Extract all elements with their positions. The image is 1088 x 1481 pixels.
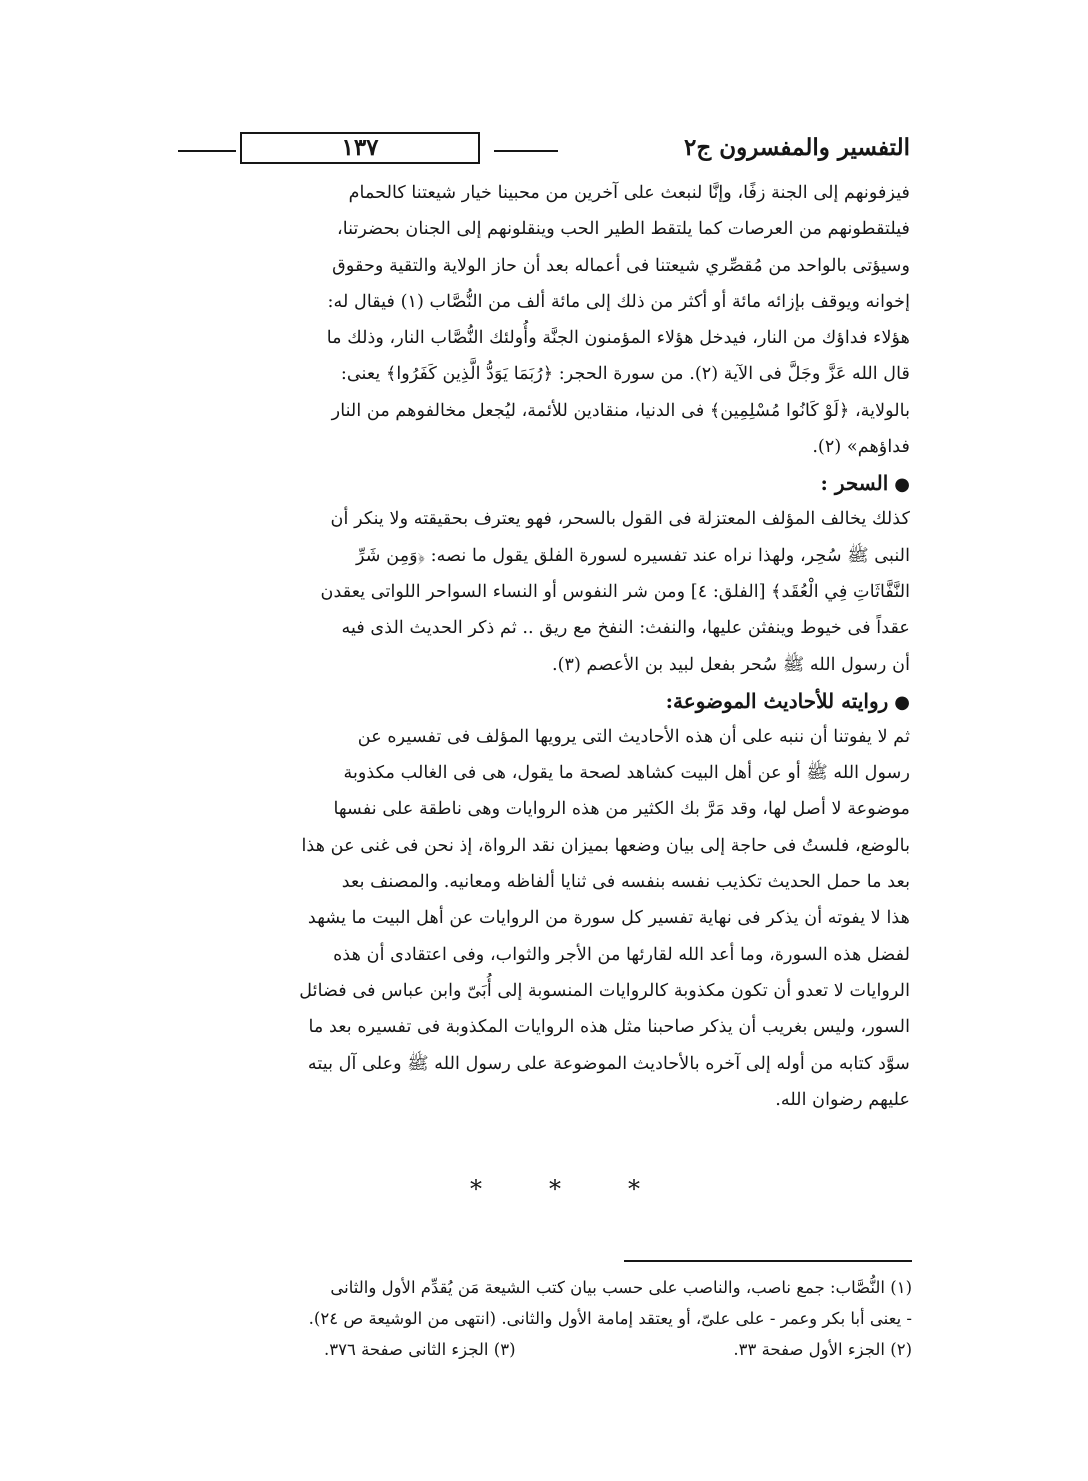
footnotes (176, 1272, 912, 1365)
main-text (178, 175, 910, 1118)
text-line: ثم لا يفوتنا أن ننبه على أن هذه الأحاديث التى يرويها المؤلف فى تفسيره عن (357, 726, 910, 747)
footnote-1-line-1: (١) النُّصَّاب: جمع ناصب، والناصب على حسب بيان كتب الشيعة مَن يُقدِّم الأول والثانى (330, 1278, 912, 1297)
section-heading-riwayah (178, 683, 910, 719)
text-line: النَّفَّاثَاتِ فِي الْعُقَد﴾ [الفلق: ٤] ومن شر النفوس أو النساء السواحر اللواتى يعقدن (320, 581, 910, 602)
page-header (178, 130, 910, 170)
paragraph-sihr (178, 501, 910, 682)
text-line: لفضل هذه السورة، وما أعد الله لقارئها من الأجر والثواب، وفى اعتقادى أن هذه (333, 944, 910, 965)
footnote-divider (624, 1260, 912, 1262)
footnote-2: (٢) الجزء الأول صفحة ٣٣. (733, 1340, 912, 1359)
text-line: بالوضع، فلستُ فى حاجة إلى بيان وضعها بميزان نقد الرواة، إذ نحن فى غنى عن هذا (301, 835, 910, 856)
running-title: التفسير والمفسرون ج٢ (684, 134, 910, 161)
footnotes-row (176, 1334, 912, 1365)
section-heading-sihr (178, 465, 910, 501)
text-line: الروايات لا تعدو أن تكون مكذوبة كالروايات المنسوبة إلى أُبَىّ وابن عباس فى فضائل (299, 980, 910, 1001)
text-line: هذا لا يفوته أن يذكر فى نهاية تفسير كل سورة من الروايات عن أهل البيت ما يشهد (307, 908, 910, 929)
text-line: فيزفونهم إلى الجنة زفًا، وإنَّا لنبعث على آخرين من محبينا خيار شيعتنا كالحمام (348, 183, 910, 203)
text-line: سوَّد كتابه من أوله إلى آخره بالأحاديث الموضوعة على رسول الله ﷺ وعلى آل بيته (307, 1053, 910, 1074)
footnote-1-line-2: - يعنى أبا بكر وعمر - على علىّ، أو يعتقد إمامة الأول والثانى. (انتهى من الوشيعة ص ٢٤). (308, 1309, 912, 1328)
header-rule-middle (494, 150, 558, 152)
footnote-3: (٣) الجزء الثانى صفحة ٣٧٦. (324, 1340, 516, 1359)
text-line: فداؤهم» (٢). (812, 437, 910, 458)
asterisk-icon: * (470, 1175, 482, 1203)
text-line: بعد ما حمل الحديث تكذيب نفسه بنفسه فى ثنايا ألفاظه ومعانيه. والمصنف بعد (341, 872, 910, 893)
text-line: موضوعة لا أصل لها، وقد مَرَّ بك الكثير من هذه الروايات وهى ناطقة على نفسها (333, 799, 910, 820)
header-rule-left (178, 150, 236, 152)
text-line: أن رسول الله ﷺ سُحر بفعل لبيد بن الأعصم (٣). (551, 654, 910, 675)
section-heading-label: السحر : (820, 471, 889, 496)
text-line: رسول الله ﷺ أو عن أهل البيت كشاهد لصحة ما يقول، هى فى الغالب مكذوبة (343, 763, 910, 784)
asterisk-icon: * (549, 1175, 561, 1203)
text-line: كذلك يخالف المؤلف المعتزلة فى القول بالسحر، فهو يعترف بحقيقته ولا ينكر أن (330, 509, 910, 530)
text-line: إخوانه ويوقف بإزائه مائة أو أكثر من ذلك إلى مائة ألف من النُّصَّاب (١) فيقال له: (327, 291, 910, 312)
asterisk-icon: * (628, 1175, 640, 1203)
text-line: هؤلاء فداؤك من النار، فيدخل هؤلاء المؤمنون الجنَّة وأُولئك النُّصَّاب النار، وذلك ما (326, 328, 910, 349)
paragraph-hadith-continuation (178, 175, 910, 465)
text-line: عليهم رضوان الله. (775, 1089, 910, 1110)
text-line: فيلتقطونهم من العرصات كما يلتقط الطير الحب وينقلونهم إلى الجنان بحضرتنا، (337, 219, 910, 240)
text-line: النبى ﷺ سُحِر، ولهذا نراه عند تفسيره لسورة الفلق يقول ما نصه: ﴿وَمِن شَرِّ (356, 545, 910, 566)
text-line: السور، وليس بغريب أن يذكر صاحبنا مثل هذه الروايات المكذوبة فى تفسيره بعد ما (308, 1017, 910, 1038)
text-line: عقداً فى خيوط وينفثن عليها، والنفث: النفخ مع ريق .. ثم ذكر الحديث الذى فيه (341, 618, 910, 639)
page-number: ١٣٧ (240, 132, 480, 164)
text-line: بالولاية، ﴿لَوْ كَانُوا مُسْلِمِين﴾ فى الدنيا، منقادين للأئمة، ليُجعل مخالفوهم من النار (331, 400, 910, 421)
section-separator (470, 1172, 640, 1206)
section-heading-label: روايته للأحاديث الموضوعة: (665, 688, 889, 713)
bullet-icon: ● (894, 691, 910, 713)
text-line: قال الله عَزَّ وجَلَّ فى الآية (٢). من سورة الحجر: ﴿رُبَمَا يَوَدُّ الَّذِين كَفَرُوا﴾ يعنى: (340, 364, 910, 385)
text-line: وسيؤتى بالواحد من مُقصِّري شيعتنا فى أعماله بعد أن حاز الولاية والتقية وحقوق (332, 255, 910, 276)
paragraph-riwayah (178, 719, 910, 1118)
bullet-icon: ● (894, 474, 910, 496)
